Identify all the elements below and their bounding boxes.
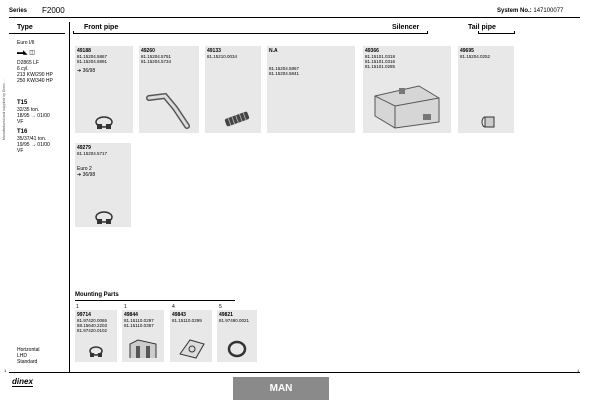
gasket-ring-icon bbox=[227, 340, 247, 358]
part-card-49695[interactable] bbox=[458, 46, 514, 133]
part-card-49260[interactable] bbox=[139, 46, 199, 133]
part-note: ➔ 36/98 bbox=[77, 172, 96, 178]
side-note: Manufactured and supplied by Dinex ... bbox=[2, 79, 6, 140]
col-front-pipe: Front pipe bbox=[84, 24, 119, 31]
vehicle-icons bbox=[17, 50, 35, 56]
part-numbers: 81.15204.0252 bbox=[460, 54, 491, 59]
col-silencer: Silencer bbox=[392, 24, 420, 31]
clamp-icon bbox=[87, 344, 105, 358]
part-card-49366[interactable] bbox=[363, 46, 451, 133]
mounting-card-49821[interactable] bbox=[217, 310, 257, 362]
part-numbers: 81.15204.5867 81.15204.5841 bbox=[269, 66, 300, 76]
col-type: Type bbox=[17, 24, 33, 31]
vehicle-engine: D2865 LF 6 cyl. 213 KW/290 HP 250 KW/340 HP bbox=[17, 60, 53, 84]
clamp-icon bbox=[93, 114, 115, 130]
part-numbers: 81.15210.0034 bbox=[207, 54, 238, 59]
part-code: N.A bbox=[269, 48, 278, 54]
silencer-bracket bbox=[363, 33, 428, 34]
part-code: 49188 bbox=[77, 48, 91, 54]
front-pipe-icon bbox=[145, 86, 195, 131]
part-code: 49844 bbox=[124, 312, 138, 318]
part-card-49188[interactable] bbox=[75, 46, 133, 133]
bracket-icon bbox=[128, 338, 158, 360]
part-numbers: 81.15204.5867 81.15204.5891 bbox=[77, 54, 108, 64]
part-numbers: 81.15101.0318 81.15101.0316 81.15101.0285 bbox=[365, 54, 396, 69]
part-code: 49366 bbox=[365, 48, 379, 54]
column-separator bbox=[69, 22, 70, 372]
mount-plate-icon bbox=[176, 336, 206, 360]
footer-rule bbox=[9, 372, 580, 373]
part-numbers: 81.97490.0021 bbox=[219, 318, 250, 323]
vehicle-euro: Euro I/II bbox=[17, 40, 35, 46]
silencer-icon bbox=[369, 82, 445, 130]
mounting-qty: 4 bbox=[172, 304, 175, 310]
part-note-prefix: Euro 2 bbox=[77, 166, 92, 172]
mounting-qty: 1 bbox=[76, 304, 79, 310]
flex-pipe-icon bbox=[223, 111, 251, 127]
vehicle-t16-title: T16 bbox=[17, 129, 28, 135]
part-numbers: 81.15204.5717 bbox=[77, 151, 108, 156]
part-code: 49260 bbox=[141, 48, 155, 54]
part-card-49133[interactable] bbox=[205, 46, 261, 133]
part-card-49279[interactable] bbox=[75, 143, 131, 227]
part-note: ➔ 36/98 bbox=[77, 68, 96, 74]
part-code: 49843 bbox=[172, 312, 186, 318]
vehicle-t16: 35/37/41 ton. 19/95 → 01/00 VF bbox=[17, 136, 50, 154]
tail-pipe-icon bbox=[480, 116, 496, 128]
mounting-card-49844[interactable] bbox=[122, 310, 164, 362]
part-code: 49695 bbox=[460, 48, 474, 54]
part-code: 49821 bbox=[219, 312, 233, 318]
series-value: F2000 bbox=[42, 6, 65, 15]
brand-tab: MAN bbox=[233, 377, 329, 400]
mounting-qty: 1 bbox=[124, 304, 127, 310]
tail-pipe-bracket bbox=[478, 33, 514, 34]
vehicle-t15-title: T15 bbox=[17, 100, 28, 106]
dinex-logo: dinex bbox=[12, 377, 33, 386]
clamp-icon bbox=[93, 209, 115, 225]
part-numbers: 81.97420.0065 88.15640.2203 81.97420.0102 bbox=[77, 318, 108, 333]
mounting-card-49843[interactable] bbox=[170, 310, 212, 362]
part-card-na[interactable] bbox=[267, 46, 355, 133]
page-number-left: 1 bbox=[4, 368, 7, 373]
vehicle-t15: 32/35 ton. 18/95 → 01/00 VF bbox=[17, 107, 50, 125]
part-numbers: 81.15110.0297 81.15110.0357 bbox=[124, 318, 154, 328]
mounting-card-99714[interactable] bbox=[75, 310, 117, 362]
system-number: System No.: 147100077 bbox=[497, 8, 564, 14]
header-rule bbox=[9, 17, 580, 18]
part-code: 49279 bbox=[77, 145, 91, 151]
page-number-right: 1 bbox=[577, 368, 580, 373]
part-numbers: 81.15204.5751 81.15204.5734 bbox=[141, 54, 172, 64]
mounting-title: Mounting Parts bbox=[75, 292, 119, 298]
col-tail-pipe: Tail pipe bbox=[468, 24, 496, 31]
engine-icon: ◫ bbox=[29, 50, 35, 56]
vehicle-bottom-info: Horizontal LHD Standard bbox=[17, 347, 40, 365]
truck-icon: ▬◣ bbox=[17, 50, 28, 56]
series-label: Series bbox=[9, 8, 28, 14]
part-code: 99714 bbox=[77, 312, 91, 318]
part-code: 49133 bbox=[207, 48, 221, 54]
part-numbers: 81.15110.0299 bbox=[172, 318, 202, 323]
mounting-qty: 5 bbox=[219, 304, 222, 310]
